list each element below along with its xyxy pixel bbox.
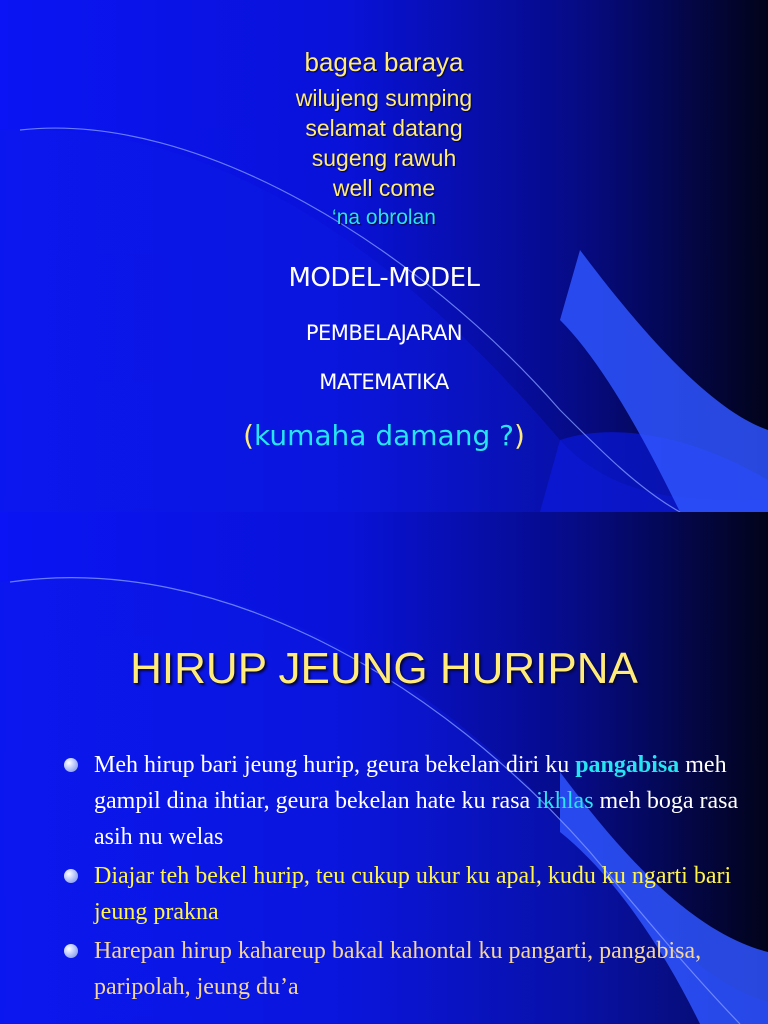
- welcome-line-1: bagea baraya: [304, 47, 464, 77]
- bullet-item-3: [62, 933, 762, 1005]
- title-line-3: MATEMATIKA: [319, 370, 449, 394]
- bullet-dot-icon: [64, 758, 78, 772]
- bullet-1-part-1: Meh hirup bari jeung hurip, geura bekelan diri ku: [94, 752, 576, 778]
- greeting-question: [0, 419, 768, 452]
- slide-hirup: [0, 512, 768, 1024]
- bullet-2-text: Diajar teh bekel hurip, teu cukup ukur ku apal, kudu ku ngarti bari jeung prakna: [94, 863, 732, 925]
- welcome-line-3: selamat datang: [305, 115, 463, 141]
- bullet-list: [62, 747, 762, 1008]
- bullet-1-highlight-2: ikhlas: [536, 788, 594, 814]
- bullet-dot-icon: [64, 944, 78, 958]
- bullet-1-part-2: meh gampil dina ihtiar, geura bekelan hate ku rasa: [94, 752, 727, 814]
- slide-title: HIRUP JEUNG HURIPNA: [130, 644, 638, 693]
- bullet-1-part-3: meh boga rasa asih nu welas: [94, 788, 739, 850]
- bullet-dot-icon: [64, 869, 78, 883]
- title-line-1: MODEL-MODEL: [288, 263, 480, 293]
- welcome-line-4: sugeng rawuh: [311, 145, 457, 171]
- bullet-item-2: [62, 858, 762, 930]
- welcome-line-6: ‘na obrolan: [332, 206, 436, 229]
- question-close-paren: ): [513, 419, 525, 452]
- title-line-2: PEMBELAJARAN: [305, 321, 463, 345]
- question-text: kumaha damang ?: [254, 419, 514, 452]
- welcome-line-2: wilujeng sumping: [295, 85, 473, 111]
- question-open-paren: (: [243, 419, 254, 452]
- bullet-item-1: [62, 747, 762, 855]
- bullet-1-highlight-1: pangabisa: [575, 752, 680, 778]
- welcome-line-5: well come: [332, 175, 436, 201]
- bullet-3-text: Harepan hirup kahareup bakal kahontal ku pangarti, pangabisa, paripolah, jeung du’a: [94, 938, 702, 1000]
